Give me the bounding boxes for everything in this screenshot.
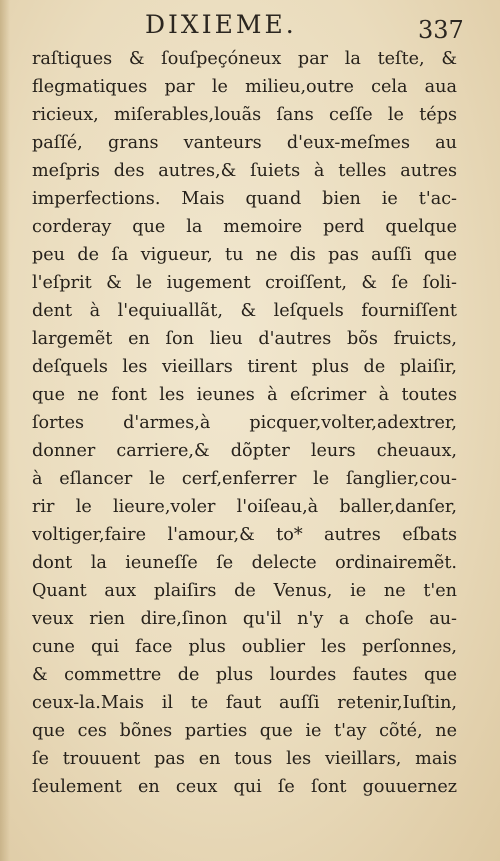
running-head: DIXIEME. [145, 10, 297, 39]
text-line: flegmatiques par le milieu,outre cela aua [32, 77, 457, 97]
text-line: imperfections. Mais quand bien ie t'ac- [32, 189, 457, 209]
text-line: dont la ieuneſſe ſe delecte ordinairemẽt. [32, 553, 457, 573]
text-line: & commettre de plus lourdes fautes que [32, 665, 457, 685]
text-line: raſtiques & ſouſpeçóneux par la teſte, & [32, 49, 457, 69]
text-line: que ces bõnes parties que ie t'ay cõté, ne [32, 721, 457, 741]
text-line: paſſé, grans vanteurs d'eux-meſmes au [32, 133, 457, 153]
text-line: veux rien dire,ſinon qu'il n'y a choſe au- [32, 609, 457, 629]
text-line: ſe trouuent pas en tous les vieillars, mais [32, 749, 457, 769]
text-line: donner carriere,& dõpter leurs cheuaux, [32, 441, 457, 461]
text-line: à eſlancer le cerf,enferrer le ſanglier,cou- [32, 469, 457, 489]
text-line: rir le lieure,voler l'oiſeau,à baller,danſer, [32, 497, 457, 517]
text-line: ſortes d'armes,à picquer,volter,adextrer, [32, 413, 457, 433]
page-number: 337 [418, 16, 464, 44]
text-line: ricieux, miſerables,louãs ſans ceſſe le téps [32, 105, 457, 125]
text-line: Quant aux plaiſirs de Venus, ie ne t'en [32, 581, 457, 601]
text-line: ceux-la.Mais il te faut auſſi retenir,Iuſtin, [32, 693, 457, 713]
text-line: cune qui face plus oublier les perſonnes, [32, 637, 457, 657]
text-line: deſquels les vieillars tirent plus de plaiſir, [32, 357, 457, 377]
text-line: ſeulement en ceux qui ſe ſont gouuernez [32, 777, 457, 797]
text-line: corderay que la memoire perd quelque [32, 217, 457, 237]
text-line: l'eſprit & le iugement croiſſent, & ſe ſoli- [32, 273, 457, 293]
text-line: meſpris des autres,& ſuiets à telles autres [32, 161, 457, 181]
page-gutter-shadow [0, 0, 10, 861]
body-text [32, 45, 457, 801]
text-line: largemẽt en ſon lieu d'autres bõs fruicts, [32, 329, 457, 349]
text-line: peu de ſa vigueur, tu ne dis pas auſſi que [32, 245, 457, 265]
page-header [0, 6, 500, 44]
text-line: que ne font les ieunes à eſcrimer à toutes [32, 385, 457, 405]
text-line: dent à l'equiuallãt, & leſquels fourniſſent [32, 301, 457, 321]
text-line: voltiger,faire l'amour,& to* autres eſbats [32, 525, 457, 545]
